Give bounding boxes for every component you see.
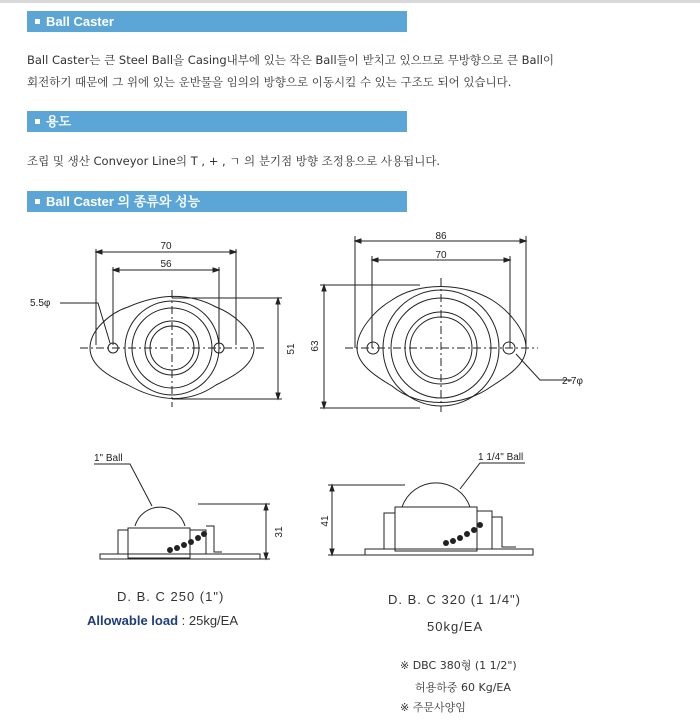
- hole-diameter-label: 5.5φ: [30, 298, 51, 309]
- dim-outer-width: 86: [435, 231, 447, 242]
- section-title: Ball Caster: [46, 14, 114, 29]
- section-header-usage: [27, 111, 407, 132]
- note-dbc380-load: 허용하중 60 Kg/EA: [415, 681, 511, 694]
- dbc320-top-view-drawing: [300, 230, 600, 420]
- note-dbc380-model: ※ DBC 380형 (1 1/2"): [400, 659, 517, 672]
- square-bullet-icon: [35, 119, 40, 124]
- model-dbc250-name: D. B. C 250 (1"): [117, 589, 225, 604]
- section-title: Ball Caster 의 종류와 성능: [46, 194, 201, 209]
- dim-side-height: 41: [320, 515, 331, 527]
- dbc250-side-view-drawing: [80, 450, 290, 575]
- note-custom-order: ※ 주문사양임: [400, 701, 466, 714]
- dbc320-load-value: 50kg/EA: [427, 619, 484, 634]
- intro-line-1: Ball Caster는 큰 Steel Ball을 Casing내부에 있는 작은 Ball들이 받치고 있으므로 무방향으로 큰 Ball이: [27, 53, 555, 67]
- usage-line-1: 조립 및 생산 Conveyor Line의 T , + , ㄱ 의 분기점 방향 조정용으로 사용됩니다.: [27, 154, 441, 168]
- square-bullet-icon: [35, 199, 40, 204]
- ball-size-label: 1" Ball: [94, 453, 123, 464]
- model-dbc320-name: D. B. C 320 (1 1/4"): [388, 592, 521, 607]
- dim-height: 63: [310, 340, 321, 352]
- section-header-types: [27, 191, 407, 212]
- dbc320-side-view-drawing: [320, 445, 545, 575]
- section-title: 용도: [46, 114, 72, 129]
- dim-hole-spacing: 70: [435, 250, 447, 261]
- dim-hole-spacing: 56: [160, 259, 172, 270]
- dbc250-top-view-drawing: [20, 235, 300, 410]
- dim-outer-width: 70: [160, 241, 172, 252]
- square-bullet-icon: [35, 19, 40, 24]
- dbc250-load-row: [87, 613, 238, 628]
- section-header-ball-caster: [27, 11, 407, 32]
- top-divider: [0, 0, 700, 3]
- dim-height: 51: [286, 343, 297, 355]
- dim-side-height: 31: [274, 526, 285, 538]
- ball-size-label: 1 1/4" Ball: [478, 452, 524, 463]
- dbc250-load-value: : 25kg/EA: [181, 613, 239, 628]
- intro-line-2: 회전하기 때문에 그 위에 있는 운반물을 임의의 방향으로 이동시킬 수 있는 구조도 되어 있습니다.: [27, 75, 512, 89]
- allowable-load-label: Allowable load: [87, 613, 179, 628]
- hole-diameter-label: 2-7φ: [562, 376, 583, 387]
